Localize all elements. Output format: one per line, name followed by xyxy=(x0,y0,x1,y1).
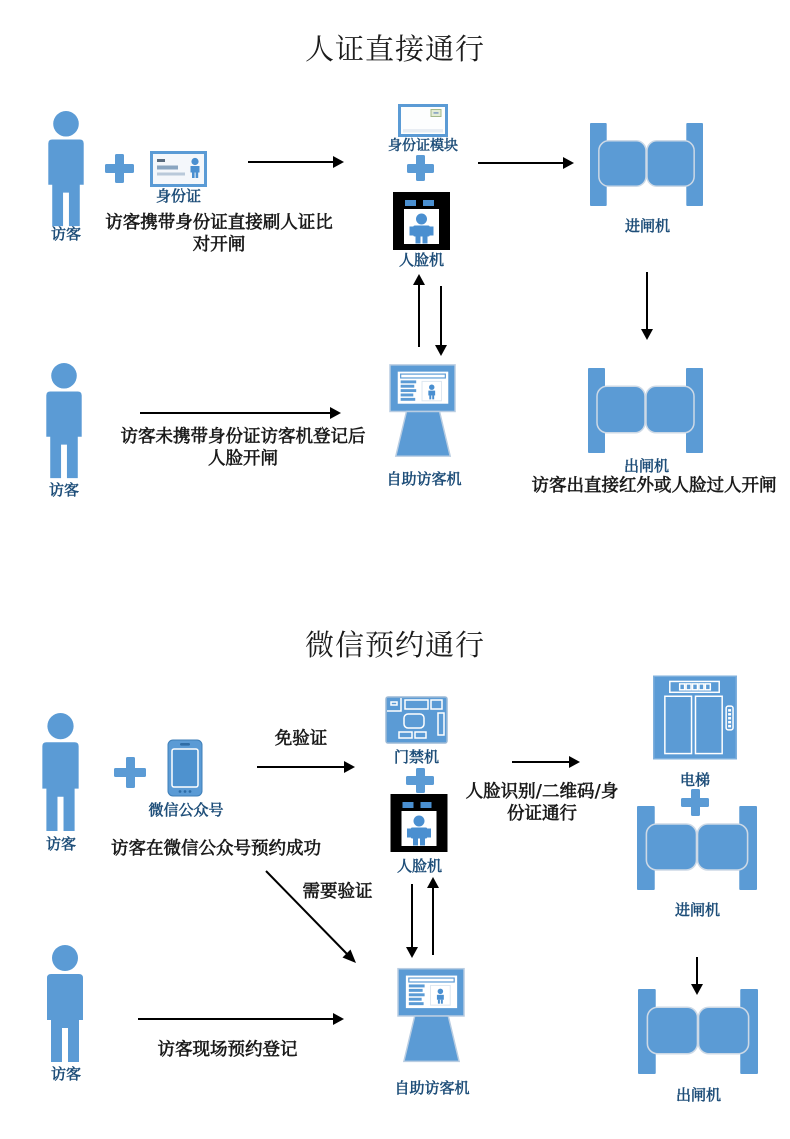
flow-arrow xyxy=(478,162,564,164)
reserve-note: 访客在微信公众号预约成功 xyxy=(111,839,321,859)
need-verify-label: 需要验证 xyxy=(302,882,373,902)
face-machine-label: 人脸机 xyxy=(396,857,442,875)
face-machine-label: 人脸机 xyxy=(398,251,444,269)
with-id-note: 访客携带身份证直接刷人证比对开闸 xyxy=(105,213,333,255)
flow-arrow-up xyxy=(432,887,434,955)
face-machine-icon xyxy=(393,192,450,250)
flow-arrow xyxy=(512,761,570,763)
elevator-icon xyxy=(653,675,737,760)
kiosk-label: 自助访客机 xyxy=(386,470,462,488)
need-verify-arrow xyxy=(259,864,363,970)
visitor-label: 访客 xyxy=(50,225,81,243)
visitor-icon xyxy=(38,362,90,482)
entry-gate-icon xyxy=(590,122,703,207)
plus-icon xyxy=(406,768,434,793)
flow-arrow-up xyxy=(418,284,420,347)
id-card-icon xyxy=(150,151,207,187)
flow-arrow-down xyxy=(646,272,648,330)
access-controller-label: 门禁机 xyxy=(393,748,439,766)
face-machine-icon xyxy=(390,794,448,852)
plus-icon xyxy=(114,757,146,788)
exit-gate-label: 出闸机 xyxy=(675,1086,721,1104)
visitor-icon xyxy=(40,110,92,230)
flow-arrow xyxy=(257,766,345,768)
visitor-icon xyxy=(38,944,92,1066)
wechat-account-label: 微信公众号 xyxy=(148,801,224,819)
kiosk-icon xyxy=(389,363,457,459)
kiosk-label: 自助访客机 xyxy=(394,1079,470,1097)
exit-gate-icon xyxy=(638,988,758,1075)
flow-arrow xyxy=(138,1018,334,1020)
plus-icon xyxy=(407,155,434,181)
elevator-label: 电梯 xyxy=(679,771,710,789)
flow-arrow-down xyxy=(411,884,413,948)
exit-gate-label: 出闸机 xyxy=(623,457,669,475)
diagram1-title: 人证直接通行 xyxy=(304,32,485,66)
kiosk-icon xyxy=(397,967,466,1064)
visitor-label: 访客 xyxy=(45,835,76,853)
id-module-label: 身份证模块 xyxy=(388,138,458,154)
flow-arrow xyxy=(140,412,331,414)
visitor-label: 访客 xyxy=(50,1065,81,1083)
access-controller-icon xyxy=(385,696,448,744)
id-card-label: 身份证 xyxy=(155,187,201,205)
pass-methods-note: 人脸识别/二维码/身份证通行 xyxy=(465,782,619,824)
exit-gate-icon xyxy=(588,367,703,454)
flow-arrow xyxy=(248,161,334,163)
visitor-label: 访客 xyxy=(48,481,79,499)
plus-icon xyxy=(105,154,134,183)
flow-arrow-down xyxy=(440,286,442,346)
entry-gate-icon xyxy=(637,805,757,891)
exit-note: 访客出直接红外或人脸过人开闸 xyxy=(531,476,777,496)
smartphone-icon xyxy=(167,739,203,797)
onsite-note: 访客现场预约登记 xyxy=(157,1040,298,1060)
entry-gate-label: 进闸机 xyxy=(624,217,670,235)
no-verify-label: 免验证 xyxy=(274,729,328,749)
diagram2-title: 微信预约通行 xyxy=(304,628,485,662)
entry-gate-label: 进闸机 xyxy=(674,901,720,919)
without-id-note: 访客未携带身份证访客机登记后人脸开闸 xyxy=(120,427,366,469)
id-module-icon xyxy=(398,104,448,137)
visitor-icon xyxy=(33,712,88,835)
flow-arrow-down xyxy=(696,957,698,985)
